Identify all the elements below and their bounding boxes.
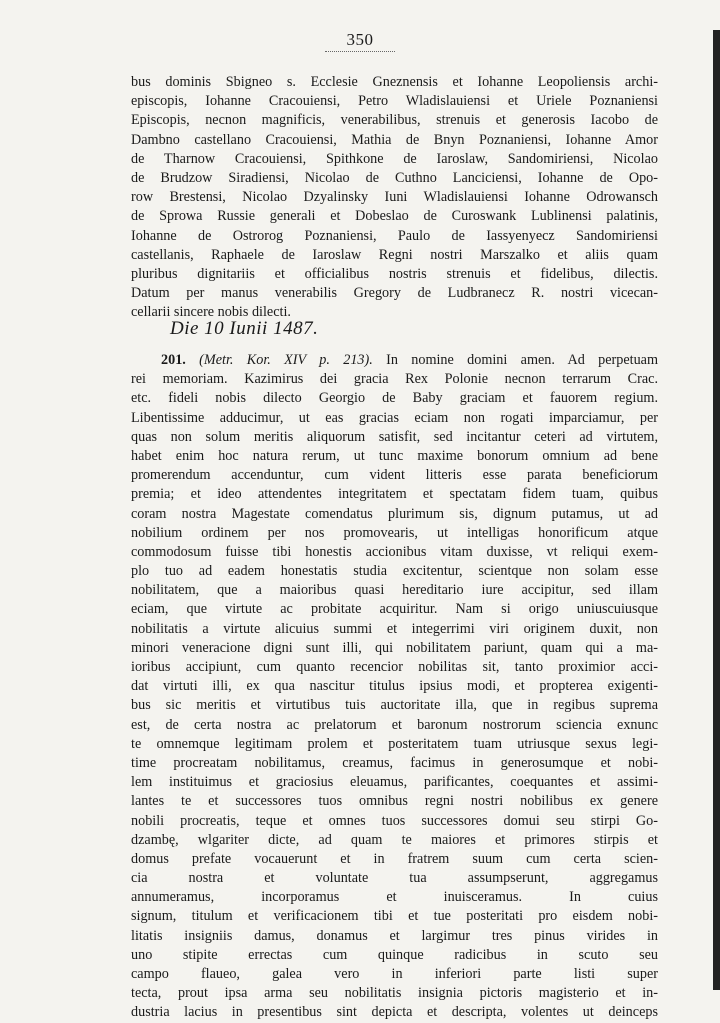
text-line: annumeramus, incorporamus et inuisceramus. In cuius [131, 889, 658, 906]
text-line: etc. fideli nobis dilecto Georgio de Baby graciam et fauorem regium. [131, 390, 658, 407]
section-heading: Die 10 Iunii 1487. [170, 318, 319, 339]
text-line: lem instituimus et graciosius eleuamus, parificantes, coequantes et assimi- [131, 774, 658, 791]
text-line: commodosum fuisse tibi honestis accionibus vitam duxisse, vt reliqui exem- [131, 543, 658, 560]
text-line: bus sic meritis et virtutibus tuis auctoritate illa, que in regibus suprema [131, 697, 658, 714]
text-line: row Brestensi, Nicolao Dzyalinsky Iuni Wladislauiensi Iohanne Odrowansch [131, 189, 658, 206]
text-line: promerendum accenduntur, cum vident litteris esse parata beneficiorum [131, 467, 658, 484]
text-line: Datum per manus venerabilis Gregory de Ludbranecz R. nostri vicecan- [131, 285, 658, 302]
text-line: nobilitatis a virtute alicuius summi et integerrimi viri originem duxit, non [131, 620, 658, 637]
text-line: nobili procreatis, teque et omnes tuos successores domui seu stirpi Go- [131, 812, 658, 829]
text-line: campo flaueo, galea vero in inferiori parte listi super [131, 966, 658, 982]
text-line: cia nostra et voluntate tua assumpserunt, aggregamus [131, 870, 658, 887]
charter-first-line [131, 351, 658, 370]
page-edge-shadow [713, 30, 720, 990]
text-line: premia; et ideo attendentes integritatem et spectatam fidem tuam, quibus [131, 486, 658, 503]
text-line: Dambno castellano Cracouiensi, Mathia de Bnyn Poznaniensi, Iohanne Amor [131, 131, 658, 148]
text-line: de Sprowa Russie generali et Dobeslao de Curoswank Lublinensi palatinis, [131, 208, 658, 225]
text-line: castellanis, Raphaele de Iaroslaw Regni nostri Marszalko et aliis quam [131, 246, 658, 263]
text-line: nobilium ordinem per nos promovearis, ut intelligas honorificum atque [131, 524, 658, 541]
text-line: dustria lacius in presentibus sint depicta et descripta, volentes ut deinceps [131, 1004, 658, 1021]
text-line: dzambę, wlgariter dicte, ad quam te maiores et primores stirpis et [131, 831, 658, 848]
text-line: lantes te et successores tuos omnibus regni nostri nobilibus ex genere [131, 793, 658, 810]
text-line: cellarii sincere nobis dilecti. [131, 304, 291, 321]
text-line: quas non solum meritis aliquorum satisfit, sed incitantur ceteri ad virtutem, [131, 428, 658, 445]
text-line: In nomine domini amen. Ad perpetuam [386, 352, 659, 368]
text-line: domus prefate vocauerunt et in fratrem suum cum certa scien- [131, 850, 658, 867]
text-line: minori veneracione digni sunt illi, qui nobilitatem pariunt, quam qui a ma- [131, 639, 658, 656]
text-line: episcopis, Iohanne Cracouiensi, Petro Wladislauiensi et Uriele Poznaniensi [131, 93, 658, 110]
text-line: eciam, que virtute ac probitate acquiritur. Nam si origo uniuscuiusque [131, 601, 658, 618]
text-line: plo tuo ad eadem honestatis studia excitentur, scientque non solam esse [131, 563, 658, 580]
text-line: ioribus accipiunt, cum quanto recencior nobilitas sit, tanto proximior acci- [131, 659, 658, 675]
text-line: uno stipite errectas cum quinque radicibus in scuto seu [131, 946, 658, 963]
text-line: signum, titulum et verificacionem tibi et tue posteritati pro eisdem nobi- [131, 908, 658, 925]
text-line: nobilitatem, que a maioribus quasi hereditario iure accipitur, sed illam [131, 582, 658, 599]
text-line: coram nostra Magestate comendatus plurimum sis, dignum putamus, ut ad [131, 505, 658, 522]
text-line: habet enim hoc natura rerum, ut tunc maxime bonorum omnium ad bene [131, 447, 658, 464]
page-number: 350 [0, 30, 720, 52]
text-line: dat virtuti illi, ex qua nascitur titulus ipsius modi, et propterea exigenti- [131, 678, 658, 695]
text-line: Libentissime adducimur, ut eas gracias eciam non rogati imparciamur, per [131, 409, 658, 426]
text-line: Episcopis, necnon magnificis, venerabilibus, strenuis et generosis Iacobo de [131, 112, 658, 129]
text-line: te omnemque legitimam prolem et posteritatem tuam utriusque sexus legi- [131, 735, 658, 752]
charter-paragraph [131, 351, 658, 1023]
text-line: tecta, prout ipsa arma seu nobilitatis insignia pictoris magisterio et in- [131, 985, 658, 1002]
text-line: de Tharnow Cracouiensi, Spithkone de Iaroslaw, Sandomiriensi, Nicolao [131, 150, 658, 167]
source-reference: (Metr. Kor. XIV p. 213). [199, 352, 373, 368]
text-line: time procreatam nobilitamus, creamus, facimus in generosumque et nobi- [131, 754, 658, 771]
document-number: 201. [161, 352, 186, 368]
text-line: est, de certa nostra ac prelatorum et baronum nostrorum sciencia exnunc [131, 716, 658, 733]
text-line: pluribus dignitariis et officialibus nostris strenuis et fidelibus, dilectis. [131, 265, 658, 282]
text-line: de Brudzow Siradiensi, Nicolao de Cuthno Lanciciensi, Iohanne de Opo- [131, 169, 658, 186]
text-line: Iohanne de Ostrorog Poznaniensi, Paulo de Iassyenyecz Sandomiriensi [131, 227, 658, 244]
text-line: litatis insigniis damus, donamus et largimur tres pinus virides in [131, 927, 658, 944]
text-line: bus dominis Sbigneo s. Ecclesie Gneznensis et Iohanne Leopoliensis archi- [131, 74, 658, 90]
intro-paragraph [131, 73, 658, 322]
text-line: rei memoriam. Kazimirus dei gracia Rex Polonie necnon terrarum Crac. [131, 371, 658, 388]
